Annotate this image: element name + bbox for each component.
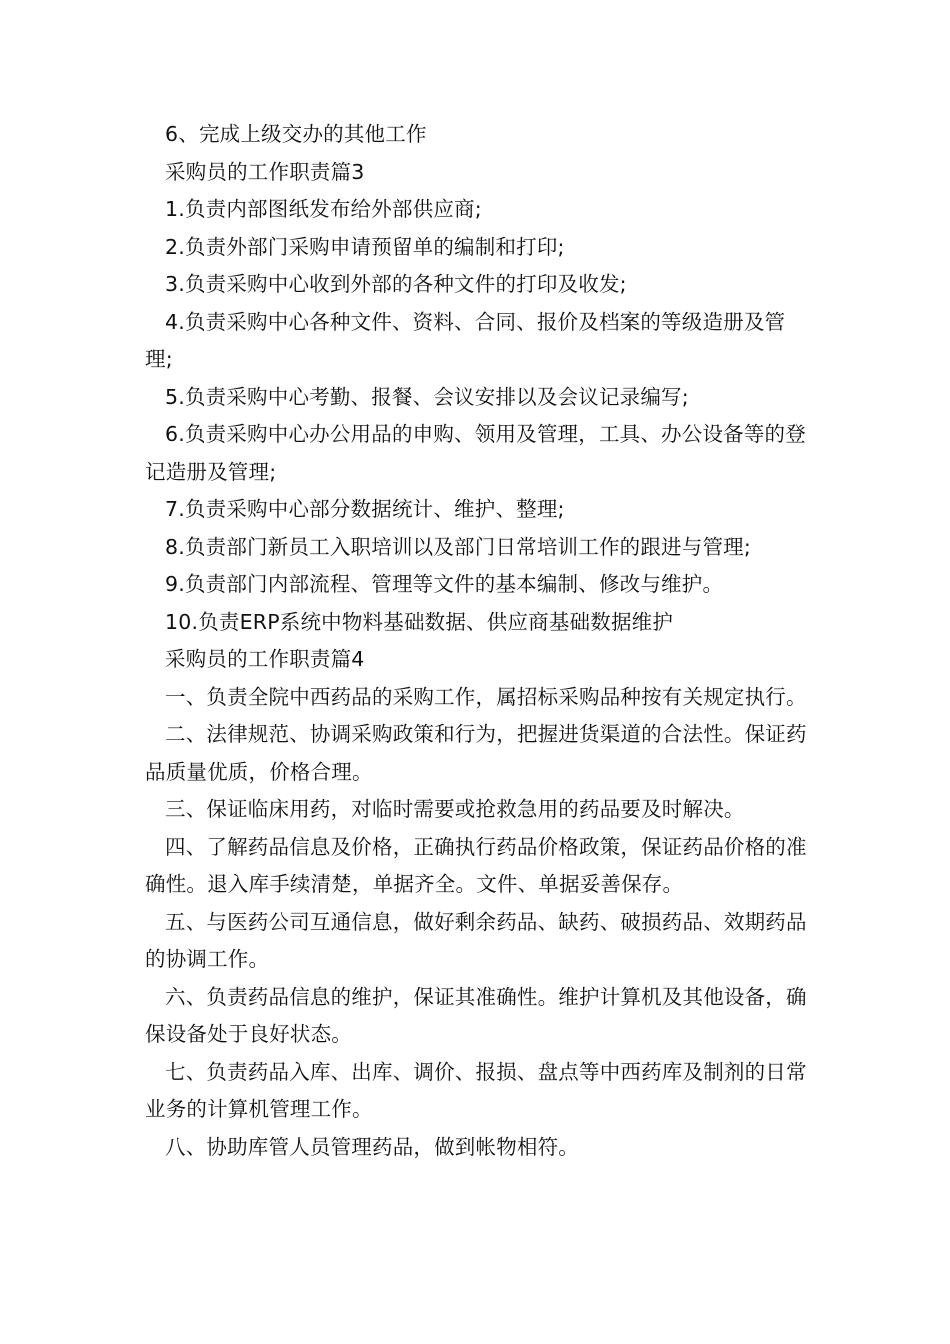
paragraph: 五、与医药公司互通信息，做好剩余药品、缺药、破损药品、效期药品的协调工作。 — [145, 909, 807, 971]
paragraph: 七、负责药品入库、出库、调价、报损、盘点等中西药库及制剂的日常业务的计算机管理工作。 — [145, 1059, 807, 1121]
paragraph: 10.负责ERP系统中物料基础数据、供应商基础数据维护 — [165, 609, 674, 634]
paragraph: 9.负责部门内部流程、管理等文件的基本编制、修改与维护。 — [165, 572, 724, 596]
paragraph: 六、负责药品信息的维护，保证其准确性。维护计算机及其他设备，确保设备处于良好状态。 — [145, 984, 807, 1046]
paragraph: 8.负责部门新员工入职培训以及部门日常培训工作的跟进与管理; — [165, 534, 751, 559]
paragraph: 6.负责采购中心办公用品的申购、领用及管理，工具、办公设备等的登记造册及管理; — [145, 422, 806, 484]
paragraph: 2.负责外部门采购申请预留单的编制和打印; — [165, 234, 565, 259]
document-body — [145, 116, 811, 1166]
section-heading: 采购员的工作职责篇4 — [165, 647, 365, 671]
paragraph: 6、完成上级交办的其他工作 — [165, 122, 427, 146]
paragraph: 一、负责全院中西药品的采购工作，属招标采购品种按有关规定执行。 — [165, 684, 807, 709]
paragraph: 二、法律规范、协调采购政策和行为，把握进货渠道的合法性。保证药品质量优质，价格合理。 — [145, 722, 807, 784]
paragraph: 八、协助库管人员管理药品，做到帐物相符。 — [165, 1134, 579, 1159]
paragraph: 5.负责采购中心考勤、报餐、会议安排以及会议记录编写; — [165, 384, 689, 409]
paragraph: 三、保证临床用药，对临时需要或抢救急用的药品要及时解决。 — [165, 797, 745, 821]
section-heading: 采购员的工作职责篇3 — [165, 159, 365, 184]
paragraph: 四、了解药品信息及价格，正确执行药品价格政策，保证药品价格的准确性。退入库手续清楚，单据齐全。文件、单据妥善保存。 — [145, 834, 807, 896]
paragraph: 7.负责采购中心部分数据统计、维护、整理; — [165, 497, 565, 521]
paragraph: 1.负责内部图纸发布给外部供应商; — [165, 197, 482, 221]
paragraph: 3.负责采购中心收到外部的各种文件的打印及收发; — [165, 272, 627, 296]
paragraph: 4.负责采购中心各种文件、资料、合同、报价及档案的等级造册及管理; — [145, 309, 786, 371]
